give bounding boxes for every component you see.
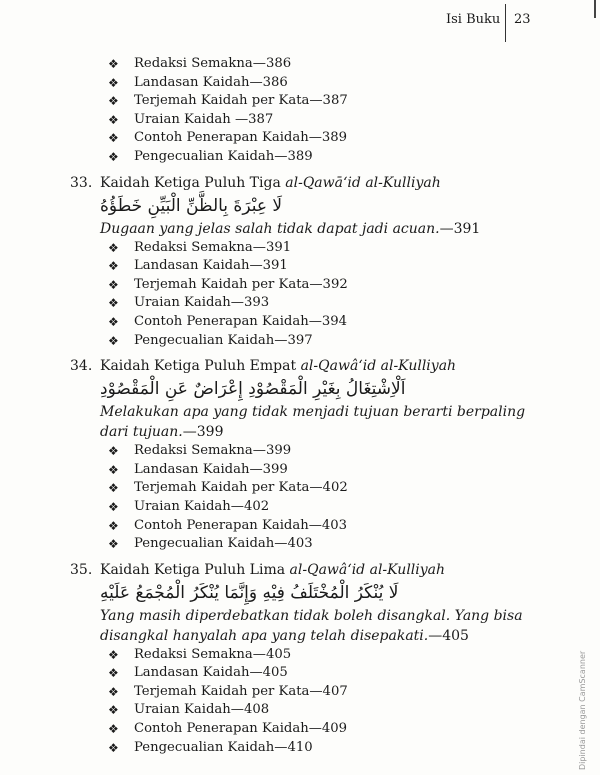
diamond-bullet-icon: ❖ — [108, 259, 119, 274]
list-item: ❖ Landasan Kaidah—391 — [108, 258, 288, 274]
item-title: Kaidah Ketiga Puluh Empat al-Qawâ‘id al-Kulliyah — [100, 358, 457, 375]
list-item: ❖ Contoh Penerapan Kaidah—394 — [108, 313, 348, 329]
diamond-bullet-icon: ❖ — [108, 666, 119, 681]
list-item: ❖ Redaksi Semakna—399 — [108, 443, 292, 459]
page-number: 23 — [514, 12, 531, 27]
arabic-maxim: لَا عِبْرَةَ بِالظَّنِّ الْبَيِّنِ خَطَؤُهُ — [100, 195, 283, 216]
diamond-bullet-icon: ❖ — [108, 149, 119, 164]
list-item: ❖ Uraian Kaidah —387 — [108, 111, 274, 127]
diamond-bullet-icon: ❖ — [108, 333, 119, 348]
list-item: ❖ Pengecualian Kaidah—403 — [108, 536, 313, 552]
list-item: ❖ Uraian Kaidah—408 — [108, 702, 270, 718]
list-item: ❖ Uraian Kaidah—393 — [108, 295, 270, 311]
item-heading — [70, 356, 540, 376]
diamond-bullet-icon: ❖ — [108, 703, 119, 718]
diamond-bullet-icon: ❖ — [108, 314, 119, 329]
arabic-maxim: اَلْاِشْتِغَالُ بِغَيْرِ الْمَقْصُوْدِ إِعْرَاضٌ عَنِ الْمَقْصُوْدِ — [100, 379, 406, 400]
list-item: ❖ Redaksi Semakna—386 — [108, 56, 292, 71]
arabic-maxim: لَا يُنْكَرُ الْمُخْتَلَفُ فِيْهِ وَإِنَّمَا يُنْكَرُ الْمُجْمَعُ عَلَيْهِ — [100, 582, 399, 603]
list-item: ❖ Terjemah Kaidah per Kata—402 — [108, 480, 348, 496]
diamond-bullet-icon: ❖ — [108, 684, 119, 699]
item-bullet-list — [100, 646, 540, 758]
running-header-title: Isi Buku — [446, 12, 501, 27]
diamond-bullet-icon: ❖ — [108, 131, 119, 146]
item-number: 35. — [70, 561, 93, 578]
list-item: ❖ Redaksi Semakna—405 — [108, 646, 292, 662]
list-item: ❖ Landasan Kaidah—399 — [108, 461, 288, 477]
list-item: ❖ Redaksi Semakna—391 — [108, 239, 292, 255]
list-item: ❖ Contoh Penerapan Kaidah—403 — [108, 517, 348, 533]
list-item: ❖ Contoh Penerapan Kaidah—389 — [108, 130, 348, 146]
list-item: ❖ Contoh Penerapan Kaidah—409 — [108, 721, 348, 737]
item-bullet-list — [100, 442, 540, 554]
diamond-bullet-icon: ❖ — [108, 518, 119, 533]
list-item: ❖ Terjemah Kaidah per Kata—392 — [108, 276, 348, 292]
item-number: 34. — [70, 358, 93, 375]
toc-item-35 — [70, 560, 540, 758]
diamond-bullet-icon: ❖ — [108, 277, 119, 292]
diamond-bullet-icon: ❖ — [108, 296, 119, 311]
diamond-bullet-icon: ❖ — [108, 722, 119, 737]
item-bullet-list — [100, 239, 540, 351]
toc-item-33 — [70, 173, 540, 351]
list-item: ❖ Pengecualian Kaidah—389 — [108, 148, 313, 164]
page-edge-mark — [594, 0, 596, 18]
diamond-bullet-icon: ❖ — [108, 740, 119, 755]
list-item: ❖ Landasan Kaidah—405 — [108, 665, 288, 681]
table-of-contents — [70, 55, 540, 757]
diamond-bullet-icon: ❖ — [108, 647, 119, 662]
top-bullet-list — [100, 55, 540, 167]
diamond-bullet-icon: ❖ — [108, 240, 119, 255]
item-translation: Melakukan apa yang tidak menjadi tujuan berarti berpaling dari tujuan.—399 — [100, 404, 526, 441]
diamond-bullet-icon: ❖ — [108, 75, 119, 90]
list-item: ❖ Pengecualian Kaidah—397 — [108, 332, 313, 348]
item-heading — [70, 560, 540, 580]
diamond-bullet-icon: ❖ — [108, 537, 119, 552]
diamond-bullet-icon: ❖ — [108, 462, 119, 477]
toc-item-34 — [70, 356, 540, 554]
list-item: ❖ Pengecualian Kaidah—410 — [108, 739, 313, 755]
diamond-bullet-icon: ❖ — [108, 481, 119, 496]
item-translation: Yang masih diperdebatkan tidak boleh disangkal. Yang bisa disangkal hanyalah apa yang telah disepakati.—405 — [100, 607, 523, 644]
item-heading — [70, 173, 540, 193]
diamond-bullet-icon: ❖ — [108, 444, 119, 459]
list-item: ❖ Terjemah Kaidah per Kata—407 — [108, 683, 348, 699]
item-title: Kaidah Ketiga Puluh Tiga al-Qawā‘id al-Kulliyah — [100, 174, 441, 191]
list-item: ❖ Terjemah Kaidah per Kata—387 — [108, 93, 348, 109]
diamond-bullet-icon: ❖ — [108, 94, 119, 109]
diamond-bullet-icon: ❖ — [108, 499, 119, 514]
scanner-watermark: Dipindai dengan CamScanner — [578, 650, 587, 770]
item-title: Kaidah Ketiga Puluh Lima al-Qawâ‘id al-Kulliyah — [100, 561, 446, 578]
header-divider — [505, 4, 506, 42]
diamond-bullet-icon: ❖ — [108, 112, 119, 127]
item-translation: Dugaan yang jelas salah tidak dapat jadi acuan.—391 — [100, 220, 481, 237]
item-number: 33. — [70, 174, 93, 191]
list-item: ❖ Uraian Kaidah—402 — [108, 498, 270, 514]
list-item: ❖ Landasan Kaidah—386 — [108, 74, 288, 90]
diamond-bullet-icon: ❖ — [108, 57, 119, 71]
